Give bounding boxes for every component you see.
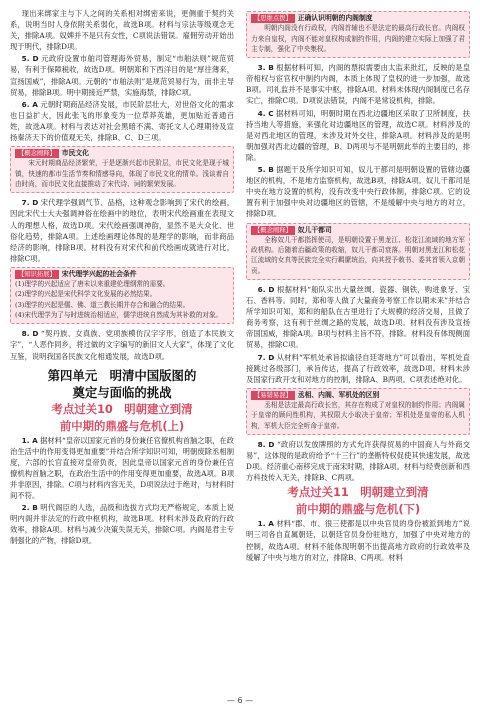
box-item: (3)理学的兴起是儒、佛、道三教长期并存合和融合的结果。 <box>15 300 190 309</box>
answer-text: 元朝时期商品经济发展，市民阶层壮大，对世俗文化的需求也日益扩大，因此张飞的形象变为一位草莽英雄，更加贴近普通百姓，故选A项。材料与表达对社会黑暗不满、寄托文人心理期待及宣扬秦济天下的价值观无关，排除B、C、D三项。 <box>10 99 234 143</box>
section-subtitle: 前中期的鼎盛与危机(上) <box>59 418 185 433</box>
answer-text: 材料“郡、市、很三使都是以中央官员的身份被派到地方”说明三司各自直属朝廷，以朝廷官员身份驻地方，加强了中央对地方的控制，故选A项。材料不能体现明朝不出提高地方政府的行政效率及缓解了中央与地方的对立，排除B、C两项。材料 <box>246 519 470 562</box>
answer-text: 宋代理学强调气节、品格，这种观念影响到了宋代的绘画，因此宋代士大夫强调神俗在绘画中的地位，表明宋代绘画重在表现文人的理想人格，故选D项。宋代绘画强调神韵，显然不是大众化、世俗化趋势，排除A项。上述绘画理论体现的是理学的影响，而非商品经济的影响，排除B项。材料没有对宋代和前代绘画成就进行对比，排除C项。 <box>10 198 234 263</box>
box-title: 奴儿干都司 <box>297 225 332 234</box>
section-subtitle: 前中期的鼎盛与危机(下) <box>295 502 421 517</box>
answer-text: 根据材料可知，内阁的票拟需要由太监来批红，反映的是皇帝相权与宦官权中制约内阁，本质上体现了皇权的进一步加强，故选B项。司礼监并不是事实中枢，排除A项。材料未体现内阁制度已名存实亡，排除C项。D项说法错误，内阁不是常设机构，排除。 <box>246 63 471 106</box>
answer-3 <box>246 62 470 106</box>
answer-text: 据题干及所学知识可知，奴儿干都司是明朝设置的管辖边疆地区的机构，不是地方监察机构，故选B项，排除A项。奴儿干都司是中央在地方设置的机构，没有改变中央行政体制，排除C项。它的设置有利于加强中央对边疆地区的管辖，不是缓解中央与地方的对立，排除D项。 <box>246 165 471 219</box>
answer-number: 8. D <box>21 329 39 339</box>
answer-text: 明代阁臣的人选，品级和选拔方式均无严格规定，本质上说明内阁并非法定的行政中枢机构，故选B项。材料未涉及政府的行政效率，排除A项。材料与减少决策失误无关，排除C项。内阁是君主专制强化的产物，排除D项。 <box>10 503 235 546</box>
concept-box-civic-culture <box>10 146 234 193</box>
answer-number: 7. D <box>21 198 39 208</box>
answer-number: 5. B <box>257 165 274 175</box>
section-title: 考点过关11 明朝建立到清 <box>287 485 429 500</box>
answer-number: 6. D <box>257 284 275 294</box>
box-tag: 【概念阐释】 <box>15 149 59 158</box>
answer-6 <box>246 284 470 351</box>
box-text: 全称奴儿干都指挥使司，是明朝设置于黑龙江、松花江流域的地方军政机构。后随着治疆政策的收缩，奴儿干都司衰落。明朝对黑龙江和松花江流域的女真等民族完全实行羁縻统治，向其授予敕书、委其首领入京朝贡。 <box>251 235 465 275</box>
answer-text: 据材料可知，明朝时期在西北边疆地区采取了卫所制度，扶持当地人等措施，来强化对边疆地区的管理，故选C项。材料涉及的是对西北地区的管理，未涉及对外交往，排除A项。材料涉及的是明朝加强对西北边疆的管理，B、D两项与不是明朝此举的主要目的，排除。 <box>246 108 471 162</box>
answer-8 <box>246 439 470 483</box>
answer-text: “政府以发放牌照的方式允许获得贸易的中国商人与外商交易”，这体现的是政府给予“十三行”的垄断特权促使其快速发展，故选D项。经济重心南移完成于南宋时期，排除A项。材料与经费创新和西方科技传入无关，排除B、C两项。 <box>246 440 470 483</box>
answer-number: 6. A <box>21 99 38 109</box>
box-text: 明朝内阁没有行政权，内阁首辅也不是法定的最高行政长官。内阁权力来自皇权，内阁不能对皇权构成制约作用，内阁的建立实际上加强了君主专制，强化了中央集权。 <box>251 24 465 53</box>
knowledge-box-neo-confucianism <box>10 267 234 324</box>
answer-number: 1. A <box>21 435 38 445</box>
answer-1 <box>246 518 470 562</box>
answer-6 <box>10 99 234 143</box>
answer-2 <box>10 502 234 546</box>
section-title: 考点过关10 明朝建立到清 <box>51 401 193 416</box>
box-text: 丞相是法定最高行政长官，其存在构成了对皇权的制约作用；内阁属于皇帝的顾问性机构，其权限大小取决于皇帝；军机处是皇帝的私人机构，军机大臣完全听命于皇帝。 <box>251 401 465 430</box>
box-text: 宋元时期商品经济繁荣，于是逐渐兴起市民阶层，市民文化是现于城镇，快速的都市生活节奏和情感导向，体现了市民文化的情单。浅谈着自由时尚，而市民文化直接推动了宋代诗、词的繁荣发展。 <box>15 159 229 189</box>
answer-number: 8. D <box>257 440 275 450</box>
box-title: 正确认识明朝的内阁制度 <box>297 14 373 22</box>
answer-number: 2. B <box>21 503 38 513</box>
box-item: (1)理学的兴起适应了唐末以来重建伦理纲常的需要。 <box>15 280 170 289</box>
left-column <box>10 8 234 548</box>
answer-7 <box>10 197 234 264</box>
box-title: 宋代理学兴起的社会条件 <box>61 269 137 278</box>
answer-number: 3. B <box>257 63 274 73</box>
answer-text: 根据材料“船队实出大量丝绸、瓷器、铜铁，购进象牙、宝石、香料等。同时，郑和等人做了大量商务考察工作以期未来”并结合所学知识可知，郑和的船队在古里进行了大规模的经济交易，且做了商务考察，这有利于丝绸之路的发展，故选D项。材料没有涉及宣扬帝国国威，排除A项。B项与材料主旨不符，排除。材料没有体现侧面贸易，排除C项。 <box>246 284 470 350</box>
unit-subtitle: 奠定与面临的挑战 <box>72 384 172 400</box>
answer-8 <box>10 328 234 361</box>
answer-4 <box>246 108 470 163</box>
box-item: (4)宋代理学为了与时进统治相适应，儒学进统自然成为其补救的对象。 <box>15 311 223 320</box>
answer-5 <box>246 164 470 219</box>
answer-text: 据材料“皇帝以国家元首的身份兼任官僚机构首脑之职，在政治生活中的作用变得更加重要”并结合所学知识可知，明朝废除丞相制度，六部的长官直接对皇帝负责，因此皇帝以国家元首的身份兼任官僚机构首脑之职，在政治生活中的作用变得更加重要，故选A项。B项并非原因，排除。C项与材料内容无关，D项说法过于绝对，与材料时间不符。 <box>10 435 234 501</box>
concept-box-nurgan <box>246 223 470 280</box>
answer-text: “契丹族、女真族、党项族模仿汉字字形，创造了本民族文字”，“人恶作同乡，将过做的文字编写的新旧文人大家”，体现了文化互鉴，说明我国各民族文化相通发展，故选D项。 <box>10 329 234 361</box>
page-number: — 6 — <box>226 696 254 705</box>
answer-text: 从材料“军机处承旨拟谕径自廷寄地方”可以看出，军机处直接跳过各级部门，承旨传达，提高了行政效率，故选D项。材料未涉及国家行政开支和对地方的控制，排除A、B两项。C项表述绝对化。 <box>246 352 470 384</box>
thinking-box-cabinet <box>246 11 470 58</box>
answer-text: 元政府设置市舶司管理海外贸易，制定“市舶法则”规范贸易，有利于保障税收，故选D项。明朝郑和下西洋目的是“厚往薄来，宣扬国威”，排除A项。元朝的“市舶法则”是规范贸易行为，而非主导贸易，排除B项。明中期接近严禁，实施海禁，排除C项。 <box>10 54 234 97</box>
box-title: 市民文化 <box>61 149 89 158</box>
answer-1 <box>10 435 234 502</box>
answer-number: 1. A <box>257 519 274 529</box>
answer-5 <box>10 53 234 97</box>
answer-number: 7. D <box>257 352 275 362</box>
page-number-value: 6 <box>237 696 243 705</box>
unit-title: 第四单元 明清中国版图的 <box>47 367 197 383</box>
box-tag: 【易错易混】 <box>251 391 295 400</box>
box-tag: 【概念阐释】 <box>251 226 295 235</box>
mistake-box-institutions <box>246 388 470 435</box>
answer-number: 4. C <box>257 108 274 118</box>
answer-7 <box>246 352 470 385</box>
box-title: 丞相、内阁、军机处的区别 <box>297 390 380 399</box>
box-tag: 【思维点拨】 <box>251 14 295 23</box>
answer-number: 5. D <box>21 54 39 64</box>
right-column <box>246 8 470 564</box>
box-item: (2)理学的兴起是宋代科学文化发展的必然结果。 <box>15 290 157 299</box>
box-tag: 【知识拓展】 <box>15 270 59 279</box>
paragraph-intro: 现出来绑家主与下人之间的关系相对绑密来说，更侧重于契约关系，说明当时人身依附关系弱化，故选B项。材料与宗法等级观念无关，排除A项。奴婢并不是只有女性，C项说法错误。雇佣劳动开始出现于明代，排除D项。 <box>10 9 234 52</box>
